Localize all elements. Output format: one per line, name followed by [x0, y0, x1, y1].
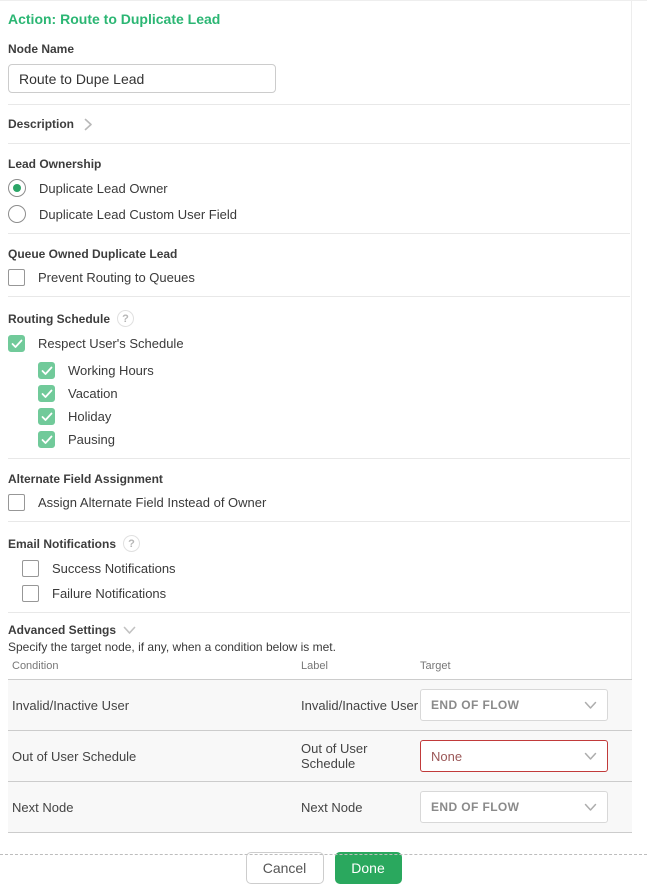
conditions-table	[8, 679, 632, 833]
done-button[interactable]: Done	[335, 852, 402, 884]
checkbox-unchecked-icon[interactable]	[22, 585, 39, 602]
checkbox-label[interactable]: Pausing	[68, 432, 115, 447]
target-dropdown-value: END OF FLOW	[431, 698, 520, 712]
email-notifications-section	[8, 522, 631, 612]
routing-schedule-label: Routing Schedule	[8, 311, 110, 326]
checkbox-checked-icon[interactable]	[38, 408, 55, 425]
chevron-down-icon	[584, 752, 597, 761]
checkbox-label[interactable]: Respect User's Schedule	[38, 336, 184, 351]
target-dropdown-value: None	[431, 748, 463, 764]
checkbox-row-prevent-routing[interactable]	[8, 269, 631, 286]
radio-label[interactable]: Duplicate Lead Owner	[39, 180, 168, 196]
column-header-label: Label	[301, 660, 328, 672]
table-header	[8, 660, 631, 672]
target-dropdown-error[interactable]	[420, 740, 608, 772]
help-icon[interactable]: ?	[117, 310, 134, 327]
radio-row-duplicate-lead-custom-user-field[interactable]	[8, 205, 631, 223]
label-cell: Out of User Schedule	[301, 741, 368, 771]
label-cell: Next Node	[301, 799, 363, 815]
routing-schedule-section	[8, 297, 631, 458]
node-name-label: Node Name	[8, 42, 75, 56]
chevron-right-icon	[84, 118, 93, 131]
chevron-down-icon	[584, 701, 597, 710]
alternate-field-label: Alternate Field Assignment	[8, 472, 163, 486]
description-toggle[interactable]	[8, 105, 631, 143]
chevron-down-icon	[123, 626, 136, 635]
radio-row-duplicate-lead-owner[interactable]	[8, 179, 631, 197]
footer-actions	[0, 852, 647, 884]
checkbox-checked-icon[interactable]	[38, 385, 55, 402]
checkbox-row-vacation[interactable]	[38, 385, 631, 402]
label-cell: Invalid/Inactive User	[301, 697, 419, 713]
checkbox-row-success-notifications[interactable]	[22, 560, 631, 577]
advanced-settings-description: Specify the target node, if any, when a condition below is met.	[8, 640, 336, 654]
table-row	[8, 731, 632, 782]
checkbox-label[interactable]: Success Notifications	[52, 561, 176, 576]
target-dropdown[interactable]	[420, 791, 608, 823]
checkbox-label[interactable]: Failure Notifications	[52, 586, 167, 601]
checkbox-row-working-hours[interactable]	[38, 362, 631, 379]
checkbox-row-pausing[interactable]	[38, 431, 631, 448]
radio-unselected-icon[interactable]	[8, 205, 26, 223]
target-dropdown[interactable]	[420, 689, 608, 721]
queue-owned-label: Queue Owned Duplicate Lead	[8, 247, 178, 261]
alternate-field-section	[8, 459, 631, 521]
page-title: Action: Route to Duplicate Lead	[8, 11, 221, 27]
condition-cell: Next Node	[12, 799, 74, 815]
help-icon[interactable]: ?	[123, 535, 140, 552]
checkbox-unchecked-icon[interactable]	[8, 269, 25, 286]
radio-label[interactable]: Duplicate Lead Custom User Field	[39, 206, 237, 222]
email-notifications-label: Email Notifications	[8, 536, 117, 551]
checkbox-label[interactable]: Prevent Routing to Queues	[38, 270, 195, 285]
lead-ownership-label: Lead Ownership	[8, 157, 102, 171]
checkbox-row-holiday[interactable]	[38, 408, 631, 425]
lead-ownership-section	[8, 144, 631, 233]
target-dropdown-value: END OF FLOW	[431, 800, 520, 814]
table-row	[8, 782, 632, 833]
table-row	[8, 680, 632, 731]
bottom-dashed-divider	[0, 854, 647, 855]
checkbox-checked-icon[interactable]	[38, 431, 55, 448]
description-label: Description	[8, 117, 75, 131]
checkbox-checked-icon[interactable]	[38, 362, 55, 379]
panel-content	[0, 1, 632, 833]
radio-selected-icon[interactable]	[8, 179, 26, 197]
checkbox-checked-icon[interactable]	[8, 335, 25, 352]
checkbox-label[interactable]: Working Hours	[68, 363, 154, 378]
chevron-down-icon	[584, 803, 597, 812]
checkbox-label[interactable]: Assign Alternate Field Instead of Owner	[38, 495, 267, 510]
column-header-target: Target	[420, 660, 451, 672]
condition-cell: Out of User Schedule	[12, 748, 137, 764]
checkbox-row-assign-alternate-field[interactable]	[8, 494, 631, 511]
column-header-condition: Condition	[12, 660, 59, 672]
radio-dot	[13, 184, 21, 192]
checkbox-label[interactable]: Holiday	[68, 409, 112, 424]
advanced-settings-section	[8, 613, 631, 833]
checkbox-row-failure-notifications[interactable]	[22, 585, 631, 602]
checkbox-label[interactable]: Vacation	[68, 386, 118, 401]
cancel-button[interactable]: Cancel	[246, 852, 324, 884]
advanced-settings-toggle[interactable]	[8, 623, 631, 637]
checkbox-row-respect-users-schedule[interactable]	[8, 335, 631, 352]
node-name-input[interactable]	[8, 64, 276, 93]
queue-owned-section	[8, 234, 631, 296]
checkbox-unchecked-icon[interactable]	[22, 560, 39, 577]
advanced-settings-label: Advanced Settings	[8, 623, 117, 637]
checkbox-unchecked-icon[interactable]	[8, 494, 25, 511]
condition-cell: Invalid/Inactive User	[12, 697, 130, 713]
